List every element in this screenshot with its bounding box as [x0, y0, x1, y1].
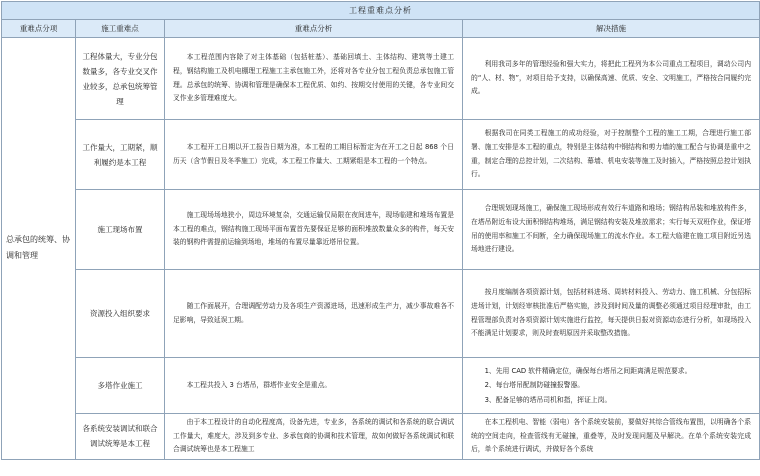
difficulty-cell: 工作量大，工期紧，顺利履约是本工程 — [76, 120, 165, 190]
header-solution: 解决措施 — [463, 20, 760, 38]
category-cell: 总承包的统筹、协调和管理 — [2, 38, 76, 460]
difficulty-cell: 各系统安装调试和联合调试统筹是本工程 — [76, 414, 165, 460]
solution-cell: 按月度编制各项资源计划，包括材料进场、周转材料投入、劳动力、施工机械、分包招标进场计划，计划经审核批准后严格实施，涉及到时间及量的调整必须通过项目经理审批，由工程管理部负责对各项资源计划实施进行监控，每天提供日报对资源动态进行分析，如现场投入不能满足计划要求，则及时查明原因并采取整改措施。 — [463, 270, 760, 358]
difficulty-cell: 多塔作业施工 — [76, 358, 165, 414]
table-header-row — [2, 20, 760, 38]
solution-cell: 合理规划现场施工，确保施工现场形成有效行车道路和堆场；钢结构吊装和堆放构件多，在塔吊附近布设大面积钢结构堆场，满足钢结构安装及堆放需求；实行每天双班作业，保证塔吊的使用率和施工不间断，全力确保现场施工的流水作业。本工程大临建在施工项目附近另选场地进行建设。 — [463, 190, 760, 270]
analysis-cell: 本工程范围内容除了对主体基础（包括桩基）、基础回填土、主体结构、建筑等土建工程，钢结构施工及机电棚理工程施工主承包施工外，还将对各专业分包工程负责总承包施工管理。总承包的统筹、协调和管理是确保本工程优质、如约、按期交付使用的关键，各专业间交叉作业多管理难度大。 — [165, 38, 463, 120]
solution-cell — [463, 358, 760, 414]
difficulty-cell: 资源投入组织要求 — [76, 270, 165, 358]
analysis-cell: 施工现场场地狭小，周边环境复杂，交通运输仅局限在夜间进车，现场临建和堆场布置是本工程的难点，钢结构施工现场平面布置首先要保证足够的面积堆放数量众多的构件，每天安装的钢构件需提前运输到场地，堆场的布置尽量靠近塔吊位置。 — [165, 190, 463, 270]
analysis-cell: 由于本工程设计的自动化程度高，设备先进，专业多，各系统的调试和各系统的联合调试工作量大，难度大，涉及到多专业、多承包商的协调和技术管理，故如何做好各系统调试和联合调试统筹也是本工程施工 — [165, 414, 463, 460]
header-analysis: 重难点分析 — [165, 20, 463, 38]
table-row — [2, 358, 760, 414]
table-row — [2, 120, 760, 190]
header-category: 重难点分项 — [2, 20, 76, 38]
solution-cell: 在本工程机电、智能（弱电）各个系统安装前，要做好其综合管线布置图，以明确各个系统的空间走向，检查管线有无碰撞，重叠等，及时发现问题及早解决。在单个系统安装完成后，单个系统进行调试，并做好各个系统 — [463, 414, 760, 460]
table-title: 工程重难点分析 — [2, 2, 760, 20]
solution-list-item: 1、先用 CAD 软件精确定位，确保每台塔吊之间距离满足规范要求。 — [484, 366, 692, 375]
table-row — [2, 190, 760, 270]
table-title-row — [2, 2, 760, 20]
table-row — [2, 38, 760, 120]
header-difficulty: 施工重难点 — [76, 20, 165, 38]
difficulty-analysis-table — [1, 1, 760, 460]
table-row — [2, 270, 760, 358]
analysis-cell: 本工程共投入 3 台塔吊，群塔作业安全是重点。 — [165, 358, 463, 414]
solution-cell: 利用我司多年的管理经验和强大实力，将把此工程列为本公司重点工程项目，调动公司内的“人、材、物”，对项目给予支持，以确保高速、优质、安全、文明施工，严格按合同履约完成。 — [463, 38, 760, 120]
difficulty-cell: 工程体量大，专业分包数量多，各专业交叉作业较多，总承包统筹管理 — [76, 38, 165, 120]
solution-cell: 根据我司在同类工程施工的成功经验，对于控制整个工程的施工工期，合理进行施工部署、施工安排是本工程的重点，特别是主体结构中钢结构和剪力墙的施工配合与协调是重中之重，制定合理的总控计划，二次结构、幕墙、机电安装等施工及时插入，严格按照总控计划执行。 — [463, 120, 760, 190]
table-row — [2, 414, 760, 460]
analysis-cell: 本工程开工日期以开工报告日期为准，本工程的工期目标暂定为在开工之日起 868 个日历天（含节假日及冬季施工）完成，本工程工作量大、工期紧组是本工程的一个特点。 — [165, 120, 463, 190]
solution-list-item: 3、配备足够的塔吊司机和指，挥证上岗。 — [484, 395, 612, 404]
difficulty-cell: 施工现场布置 — [76, 190, 165, 270]
analysis-cell: 随工作面展开，合理调配劳动力及各项生产资源进场，迅速形成生产力，减少事故难各不足影响，导致延误工期。 — [165, 270, 463, 358]
solution-list-item: 2、每台塔吊配制防碰撞报警器。 — [484, 381, 585, 390]
